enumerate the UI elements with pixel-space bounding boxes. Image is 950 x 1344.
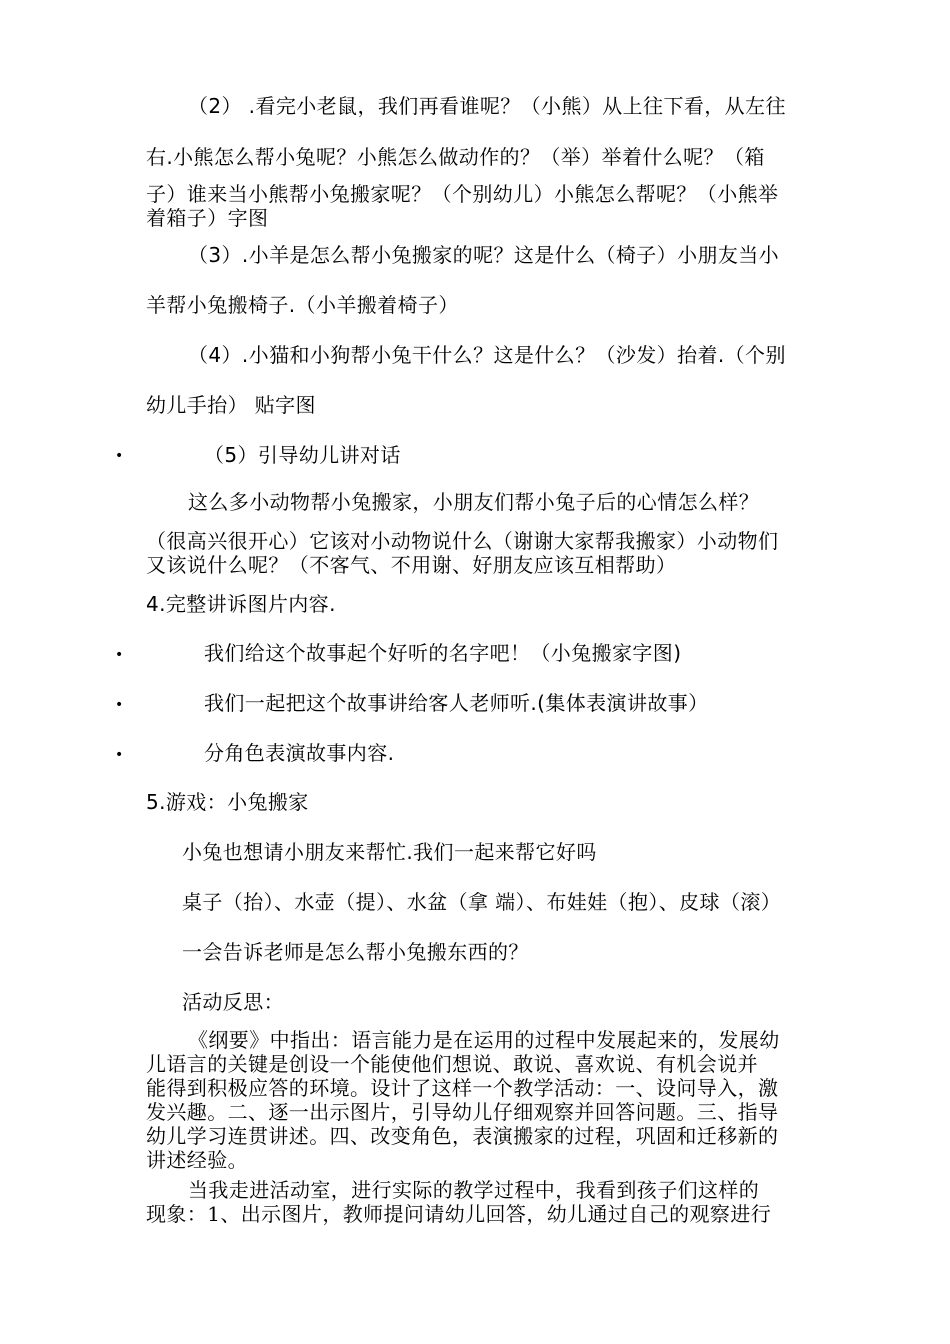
text-line: 幼儿手抬） 贴字图 xyxy=(146,393,316,417)
list-bullet: • xyxy=(115,697,124,713)
text-line: 右.小熊怎么帮小兔呢？小熊怎么做动作的？（举）举着什么呢？（箱 xyxy=(146,145,765,169)
list-bullet: • xyxy=(115,647,124,663)
list-bullet: • xyxy=(115,448,124,464)
text-line: 儿语言的关键是创设一个能使他们想说、敢说、喜欢说、有机会说并 xyxy=(146,1052,758,1076)
list-item: （5）引导幼儿讲对话 xyxy=(204,443,401,467)
text-line: 讲述经验。 xyxy=(146,1148,248,1172)
text-line: （2） .看完小老鼠，我们再看谁呢？（小熊）从上往下看，从左往 xyxy=(188,94,786,118)
text-line: 一会告诉老师是怎么帮小兔搬东西的？ xyxy=(182,940,529,964)
list-item: 我们一起把这个故事讲给客人老师听.(集体表演讲故事） xyxy=(204,691,709,715)
list-item: 分角色表演故事内容. xyxy=(204,741,395,765)
text-line: 桌子（抬）、水壶（提）、水盆（拿 端）、布娃娃（抱）、皮球（滚） xyxy=(182,890,782,914)
text-line: （4）.小猫和小狗帮小兔干什么？这是什么？（沙发）抬着.（个别 xyxy=(188,343,786,367)
text-line: 子）谁来当小熊帮小兔搬家呢？（个别幼儿）小熊怎么帮呢？（小熊举 xyxy=(146,182,779,206)
text-line: 能得到积极应答的环境。设计了这样一个教学活动：一、设问导入，激 xyxy=(146,1076,779,1100)
text-line: 《纲要》中指出：语言能力是在运用的过程中发展起来的，发展幼 xyxy=(188,1028,780,1052)
text-line: 着箱子）字图 xyxy=(146,206,269,230)
list-item: 我们给这个故事起个好听的名字吧！（小兔搬家字图) xyxy=(204,641,682,665)
text-line: 当我走进活动室，进行实际的教学过程中，我看到孩子们这样的 xyxy=(188,1178,760,1202)
text-line: 幼儿学习连贯讲述。四、改变角色，表演搬家的过程，巩固和迁移新的 xyxy=(146,1124,779,1148)
text-line: 小兔也想请小朋友来帮忙.我们一起来帮它好吗 xyxy=(182,840,597,864)
text-line: 这么多小动物帮小兔搬家，小朋友们帮小兔子后的心情怎么样？ xyxy=(188,490,760,514)
text-line: 羊帮小兔搬椅子.（小羊搬着椅子） xyxy=(146,293,459,317)
text-line: 发兴趣。二、逐一出示图片，引导幼儿仔细观察并回答问题。三、指导 xyxy=(146,1100,779,1124)
text-line: 现象：1、出示图片，教师提问请幼儿回答，幼儿通过自己的观察进行 xyxy=(146,1202,772,1226)
text-line: （3）.小羊是怎么帮小兔搬家的呢？这是什么（椅子）小朋友当小 xyxy=(188,243,780,267)
text-line: 又该说什么呢？（不客气、不用谢、好朋友应该互相帮助） xyxy=(146,553,677,577)
text-line: 活动反思： xyxy=(182,990,284,1014)
section-heading: 5.游戏：小兔搬家 xyxy=(146,790,309,814)
list-bullet: • xyxy=(115,747,124,763)
section-heading: 4.完整讲诉图片内容. xyxy=(146,592,336,616)
text-line: （很高兴很开心）它该对小动物说什么（谢谢大家帮我搬家）小动物们 xyxy=(146,529,779,553)
